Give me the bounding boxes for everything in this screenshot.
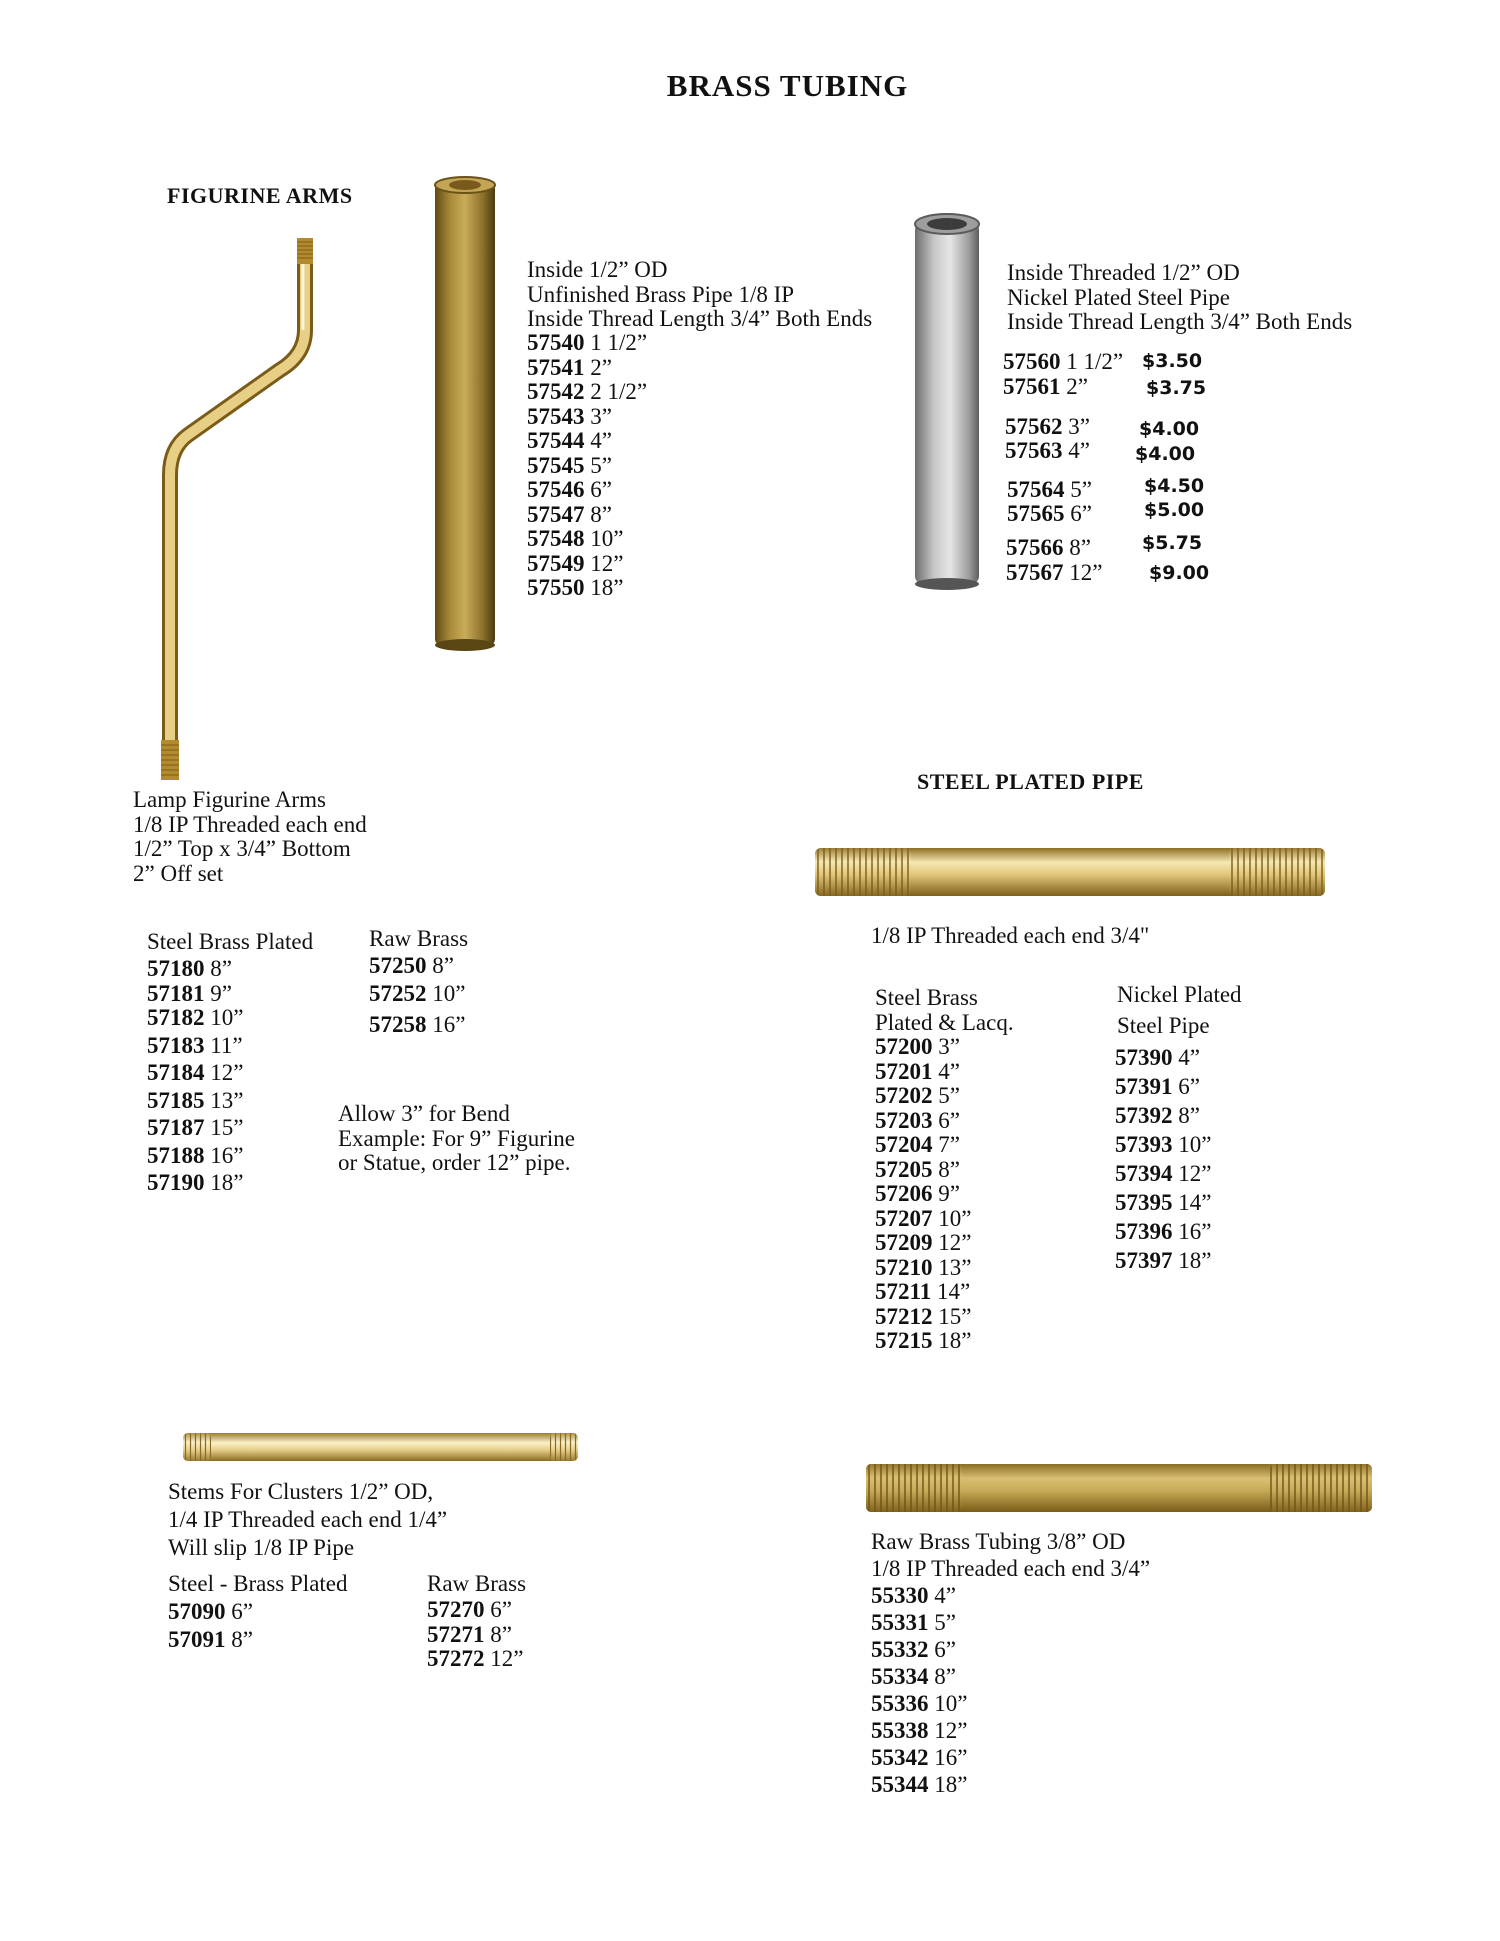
figurine-steel-label: Steel Brass Plated <box>147 929 314 954</box>
note-line: Allow 3” for Bend <box>338 1101 510 1126</box>
price: $5.00 <box>1144 499 1205 521</box>
price: $5.75 <box>1142 532 1203 554</box>
desc-line: Inside Thread Length 3/4” Both Ends <box>527 306 873 331</box>
part-row: 57395 14” <box>1115 1190 1212 1215</box>
part-row: 57391 6” <box>1115 1074 1200 1099</box>
part-row: 55338 12” <box>871 1718 968 1743</box>
part-row: 57252 10” <box>369 980 466 1006</box>
stems-raw-parts <box>427 1598 523 1672</box>
steel-plated-thread-note: 1/8 IP Threaded each end 3/4" <box>871 923 1150 948</box>
part-row: 57091 8” <box>168 1627 253 1652</box>
brass-pipe-image <box>433 175 497 655</box>
part-row: 57396 16” <box>1115 1219 1212 1244</box>
desc-line: 1/8 IP Threaded each end <box>133 811 367 837</box>
nickel-part-row: 57561 2” <box>1003 374 1088 399</box>
part-row: 57272 12” <box>427 1646 524 1671</box>
nickel-pipe-description <box>1007 261 1352 335</box>
desc-line: Raw Brass Tubing 3/8” OD <box>871 1529 1126 1554</box>
page-title: BRASS TUBING <box>666 68 909 103</box>
part-row: 57180 8” <box>147 956 232 981</box>
part-row: 57090 6” <box>168 1599 253 1624</box>
part-row: 57271 8” <box>427 1621 512 1647</box>
part-row: 57394 12” <box>1115 1161 1212 1186</box>
desc-line: Inside Thread Length 3/4” Both Ends <box>1007 309 1353 334</box>
part-row: 55344 18” <box>871 1772 968 1797</box>
figurine-raw-label: Raw Brass <box>369 926 469 951</box>
part-row: 57206 9” <box>875 1181 960 1206</box>
part-row: 57188 16” <box>147 1142 244 1168</box>
steel-plated-pipe-image <box>815 846 1325 898</box>
part-row: 57547 8” <box>527 501 612 527</box>
stems-steel-parts <box>168 1598 253 1654</box>
steel-plated-heading: STEEL PLATED PIPE <box>917 769 1144 794</box>
figurine-arm-image <box>140 230 360 790</box>
stems-steel-label: Steel - Brass Plated <box>168 1571 348 1596</box>
figurine-description <box>133 788 367 886</box>
note-line: or Statue, order 12” pipe. <box>338 1150 571 1175</box>
nickel-plated-label-1: Nickel Plated <box>1117 982 1242 1007</box>
part-row: 57205 8” <box>875 1156 960 1182</box>
part-row: 55331 5” <box>871 1610 956 1635</box>
figurine-arms-heading: FIGURINE ARMS <box>167 183 353 208</box>
part-row: 57207 10” <box>875 1205 972 1231</box>
desc-line: 1/8 IP Threaded each end 3/4” <box>871 1556 1151 1581</box>
part-row: 57540 1 1/2” <box>527 330 648 355</box>
part-row: 57397 18” <box>1115 1248 1212 1273</box>
price: $9.00 <box>1149 562 1210 584</box>
part-row: 57203 6” <box>875 1107 960 1133</box>
part-row: 57181 9” <box>147 980 232 1006</box>
part-row: 57209 12” <box>875 1230 972 1255</box>
desc-line: Stems For Clusters 1/2” OD, <box>168 1479 434 1504</box>
note-line: Example: For 9” Figurine <box>338 1125 575 1151</box>
part-row: 55334 8” <box>871 1664 956 1689</box>
part-row: 57541 2” <box>527 354 612 380</box>
part-row: 57212 15” <box>875 1303 972 1329</box>
part-row: 55332 6” <box>871 1637 956 1662</box>
nickel-part-row: 57564 5” <box>1007 477 1092 502</box>
nickel-part-row: 57560 1 1/2” <box>1003 349 1124 374</box>
raw-brass-tubing-image <box>866 1462 1372 1514</box>
label-line: Steel Brass <box>875 985 978 1010</box>
part-row: 57202 5” <box>875 1083 960 1108</box>
price: $3.75 <box>1146 377 1207 399</box>
bend-note <box>338 1102 575 1176</box>
figurine-raw-parts <box>369 954 465 1038</box>
part-row: 57215 18” <box>875 1328 972 1353</box>
part-row: 57544 4” <box>527 428 612 453</box>
part-row: 57201 4” <box>875 1058 960 1084</box>
desc-line: Unfinished Brass Pipe 1/8 IP <box>527 281 795 307</box>
nickel-plated-label-2: Steel Pipe <box>1117 1013 1210 1038</box>
part-row: 57190 18” <box>147 1170 244 1195</box>
part-row: 57393 10” <box>1115 1132 1212 1157</box>
part-row: 55336 10” <box>871 1691 968 1716</box>
part-row: 57542 2 1/2” <box>527 379 648 404</box>
cluster-stem-image <box>183 1431 578 1463</box>
price: $4.50 <box>1144 475 1205 497</box>
part-row: 57200 3” <box>875 1034 960 1059</box>
part-row: 57258 16” <box>369 1012 466 1037</box>
desc-line: Lamp Figurine Arms <box>133 787 326 812</box>
part-row: 57548 10” <box>527 526 624 551</box>
part-row: 57185 13” <box>147 1087 244 1113</box>
part-row: 57543 3” <box>527 403 612 429</box>
steel-brass-label <box>875 986 1014 1035</box>
brass-pipe-description <box>527 258 872 332</box>
desc-line: Inside Threaded 1/2” OD <box>1007 260 1240 285</box>
part-row: 57187 15” <box>147 1115 244 1140</box>
raw-tubing-description <box>871 1528 1150 1582</box>
part-row: 57270 6” <box>427 1597 512 1622</box>
part-row: 57390 4” <box>1115 1045 1200 1070</box>
nickel-part-row: 57563 4” <box>1005 438 1090 463</box>
label-line: Plated & Lacq. <box>875 1009 1014 1035</box>
desc-line: Will slip 1/8 IP Pipe <box>168 1535 355 1560</box>
desc-line: 1/2” Top x 3/4” Bottom <box>133 836 351 861</box>
part-row: 57546 6” <box>527 477 612 502</box>
nickel-part-row: 57567 12” <box>1006 560 1103 585</box>
part-row: 57392 8” <box>1115 1103 1200 1128</box>
part-row: 57184 12” <box>147 1060 244 1085</box>
stems-raw-label: Raw Brass <box>427 1571 527 1596</box>
desc-line: 2” Off set <box>133 860 224 886</box>
steel-brass-parts <box>875 1035 971 1354</box>
part-row: 57545 5” <box>527 452 612 478</box>
nickel-plated-parts <box>1115 1043 1211 1275</box>
price: $3.50 <box>1142 350 1203 372</box>
brass-pipe-parts <box>527 331 647 601</box>
desc-line: 1/4 IP Threaded each end 1/4” <box>168 1507 448 1532</box>
nickel-pipe-image <box>913 212 981 592</box>
desc-line: Inside 1/2” OD <box>527 257 668 282</box>
nickel-part-row: 57562 3” <box>1005 414 1090 439</box>
part-row: 55330 4” <box>871 1583 956 1608</box>
part-row: 57210 13” <box>875 1254 972 1280</box>
price: $4.00 <box>1135 443 1196 465</box>
part-row: 55342 16” <box>871 1745 968 1770</box>
price: $4.00 <box>1139 418 1200 440</box>
part-row: 57204 7” <box>875 1132 960 1157</box>
stems-description <box>168 1478 447 1562</box>
part-row: 57550 18” <box>527 575 624 600</box>
part-row: 57211 14” <box>875 1279 971 1304</box>
part-row: 57183 11” <box>147 1032 243 1058</box>
part-row: 57250 8” <box>369 953 454 978</box>
figurine-steel-parts <box>147 957 243 1196</box>
part-row: 57549 12” <box>527 550 624 576</box>
part-row: 57182 10” <box>147 1005 244 1030</box>
raw-tubing-parts <box>871 1582 967 1798</box>
nickel-part-row: 57565 6” <box>1007 501 1092 526</box>
desc-line: Nickel Plated Steel Pipe <box>1007 284 1230 310</box>
nickel-part-row: 57566 8” <box>1006 535 1091 560</box>
